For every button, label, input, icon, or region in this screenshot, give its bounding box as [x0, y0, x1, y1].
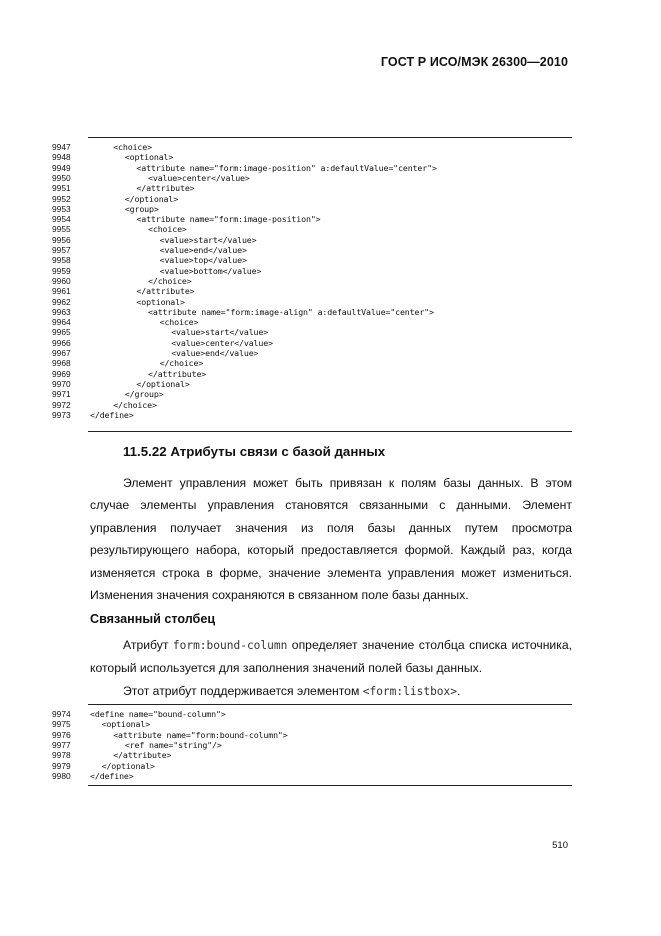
code-text: <attribute name="form:bound-column">: [113, 729, 288, 740]
line-number: 9970: [52, 378, 71, 389]
code-line: [52, 142, 572, 152]
code-line: [52, 771, 572, 781]
code-text: </attribute>: [136, 183, 195, 194]
code-top-rule: [88, 137, 572, 138]
line-number: 9955: [52, 224, 71, 235]
line-number: 9957: [52, 245, 71, 255]
code-text: <choice>: [148, 224, 187, 235]
code-line: [52, 338, 572, 348]
code-text: </choice>: [159, 358, 204, 369]
subsection-title: Связанный столбец: [90, 612, 216, 626]
subsection-paragraph-1-text: [90, 634, 572, 680]
p2-after: .: [457, 684, 461, 698]
code-line: [52, 255, 572, 265]
code-text: <attribute name="form:image-position" a:defaultValue="center">: [136, 162, 437, 173]
code-text: </group>: [124, 389, 164, 400]
line-number: 9964: [52, 317, 71, 328]
line-number: 9947: [52, 142, 71, 152]
code-line: [52, 400, 572, 410]
code-text: <choice>: [113, 142, 152, 152]
line-number: 9971: [52, 389, 71, 400]
code-line: [52, 307, 572, 317]
line-number: 9952: [52, 193, 71, 204]
code-line: [52, 163, 572, 173]
code-text: <ref name="string"/>: [124, 739, 222, 750]
line-number: 9950: [52, 172, 71, 183]
code-line: [52, 740, 572, 750]
code-text: </attribute>: [113, 750, 172, 761]
section-paragraph-text: Элемент управления может быть привязан к полям базы данных. В этом случае элементы управления становятся связанными с данными. Элемент управления получает значения из поля базы данных путем просмотра результирующего набора, который предоставляется формой. Каждый раз, когда изменяется строка в форме, значение элемента управления может измениться. Изменения значения сохраняются в связанном поле базы данных.: [90, 476, 572, 603]
code-text: <optional>: [136, 296, 185, 307]
code-text: <value>start</value>: [159, 234, 257, 245]
code-line: [52, 348, 572, 358]
code-line: [52, 173, 572, 183]
code-line: [52, 152, 572, 162]
line-number: 9976: [52, 729, 71, 740]
code-text: </optional>: [101, 760, 155, 771]
code-line: [52, 761, 572, 771]
code-bottom-rule: [88, 431, 572, 432]
line-number: 9969: [52, 368, 71, 379]
code-text: <value>end</value>: [171, 348, 259, 358]
line-number: 9953: [52, 203, 71, 214]
line-number: 9954: [52, 214, 71, 225]
code-text: <choice>: [159, 317, 199, 328]
code-text: </choice>: [148, 275, 192, 286]
p1-after: определяет значение столбца списка источника, который используется для заполнения значений полей базы данных.: [90, 638, 572, 676]
subsection-paragraph-1: [90, 634, 572, 680]
line-number: 9949: [52, 162, 71, 173]
page-number: 510: [552, 840, 568, 851]
line-number: 9966: [52, 337, 71, 348]
code-text: <value>center</value>: [148, 172, 250, 183]
subsection-paragraph-2: [90, 680, 572, 703]
section-paragraph: [90, 472, 572, 606]
code-line: [52, 709, 572, 719]
code-line: [52, 327, 572, 337]
code-line: [52, 389, 572, 399]
p2-before: Этот атрибут поддерживается элементом: [123, 684, 363, 698]
code-bottom-rule: [88, 785, 572, 786]
line-number: 9958: [52, 255, 71, 266]
line-number: 9967: [52, 348, 71, 358]
code-line: [52, 204, 572, 214]
code-line: [52, 410, 572, 420]
code-text: <optional>: [124, 152, 174, 163]
code-line: [52, 276, 572, 286]
p2-code: <form:listbox>: [362, 685, 458, 698]
code-line: [52, 183, 572, 193]
code-text: <value>top</value>: [159, 255, 247, 266]
code-line: [52, 317, 572, 327]
code-text: <value>end</value>: [159, 245, 247, 255]
code-top-rule: [88, 704, 572, 705]
code-text: <define name="bound-column">: [90, 709, 226, 719]
code-text: </attribute>: [136, 286, 195, 297]
code-line: [52, 194, 572, 204]
code-text: </choice>: [113, 399, 157, 410]
line-number: 9975: [52, 719, 71, 730]
code-text: </define>: [90, 409, 134, 420]
code-line: [52, 266, 572, 276]
line-number: 9974: [52, 709, 71, 719]
code-line: [52, 730, 572, 740]
line-number: 9973: [52, 409, 71, 420]
code-listing-1: [52, 137, 572, 435]
code-line: [52, 719, 572, 729]
line-number: 9948: [52, 152, 71, 163]
subsection-paragraph-2-text: [90, 680, 572, 703]
section-title: 11.5.22 Атрибуты связи с базой данных: [123, 444, 386, 459]
code-text: </define>: [90, 770, 134, 781]
line-number: 9960: [52, 275, 71, 286]
code-line: [52, 369, 572, 379]
line-number: 9980: [52, 770, 71, 781]
line-number: 9956: [52, 234, 71, 245]
code-text: <attribute name="form:image-position">: [136, 214, 321, 225]
line-number: 9959: [52, 265, 71, 276]
line-number: 9977: [52, 739, 71, 750]
document-header: ГОСТ Р ИСО/МЭК 26300—2010: [380, 55, 568, 69]
line-number: 9968: [52, 358, 71, 369]
code-text: <group>: [124, 203, 159, 214]
line-number: 9978: [52, 750, 71, 761]
code-text: </optional>: [136, 378, 190, 389]
line-number: 9963: [52, 306, 71, 317]
code-text: <optional>: [101, 719, 151, 730]
code-line: [52, 224, 572, 234]
code-line: [52, 750, 572, 760]
line-number: 9961: [52, 286, 71, 297]
code-line: [52, 286, 572, 296]
code-line: [52, 379, 572, 389]
line-number: 9962: [52, 296, 71, 307]
code-line: [52, 235, 572, 245]
code-text: <value>start</value>: [171, 327, 269, 338]
line-number: 9979: [52, 760, 71, 771]
code-line: [52, 358, 572, 368]
code-listing-2: [52, 704, 572, 788]
p1-code: form:bound-column: [172, 639, 288, 652]
p1-before: Атрибут: [123, 638, 173, 652]
code-line: [52, 214, 572, 224]
code-line: [52, 245, 572, 255]
code-text: <value>center</value>: [171, 337, 273, 348]
code-text: <value>bottom</value>: [159, 265, 262, 276]
line-number: 9965: [52, 327, 71, 338]
code-line: [52, 297, 572, 307]
line-number: 9972: [52, 399, 71, 410]
line-number: 9951: [52, 183, 71, 194]
code-text: <attribute name="form:image-align" a:defaultValue="center">: [148, 306, 434, 317]
code-text: </attribute>: [148, 368, 207, 379]
code-text: </optional>: [124, 193, 179, 204]
